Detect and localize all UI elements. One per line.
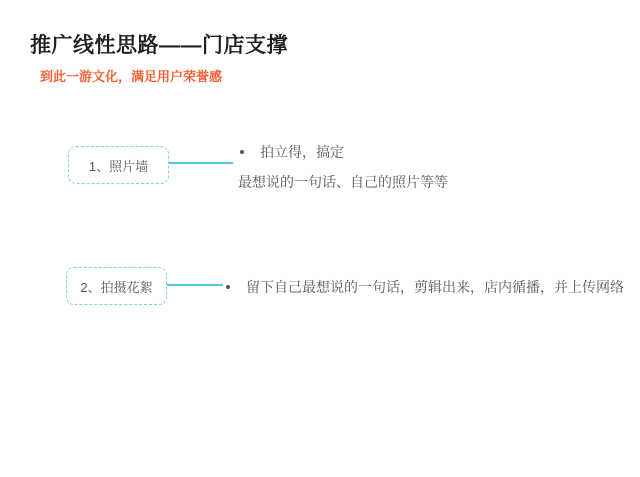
bullet-item-photo-wall: [240, 142, 344, 162]
bullet-note-photo-wall: 最想说的一句话、自己的照片等等: [238, 174, 448, 190]
slide-title: 推广线性思路——门店支撑: [30, 34, 288, 57]
bullet-text: 留下自己最想说的一句话，剪辑出来，店内循播，并上传网络: [246, 279, 624, 295]
bullet-text: 拍立得，搞定: [260, 144, 344, 160]
topic-box-label: 2、拍摄花絮: [80, 279, 153, 295]
topic-box-filming: [66, 267, 167, 305]
bullet-dot-icon: [226, 285, 230, 289]
topic-box-label: 1、照片墙: [88, 158, 149, 174]
connector-line-2: [167, 284, 223, 286]
topic-box-photo-wall: [68, 146, 169, 184]
connector-line-1: [169, 162, 233, 164]
bullet-item-filming: [226, 277, 624, 297]
bullet-dot-icon: [240, 150, 244, 154]
slide-subtitle: 到此一游文化，满足用户荣誉感: [40, 69, 223, 84]
